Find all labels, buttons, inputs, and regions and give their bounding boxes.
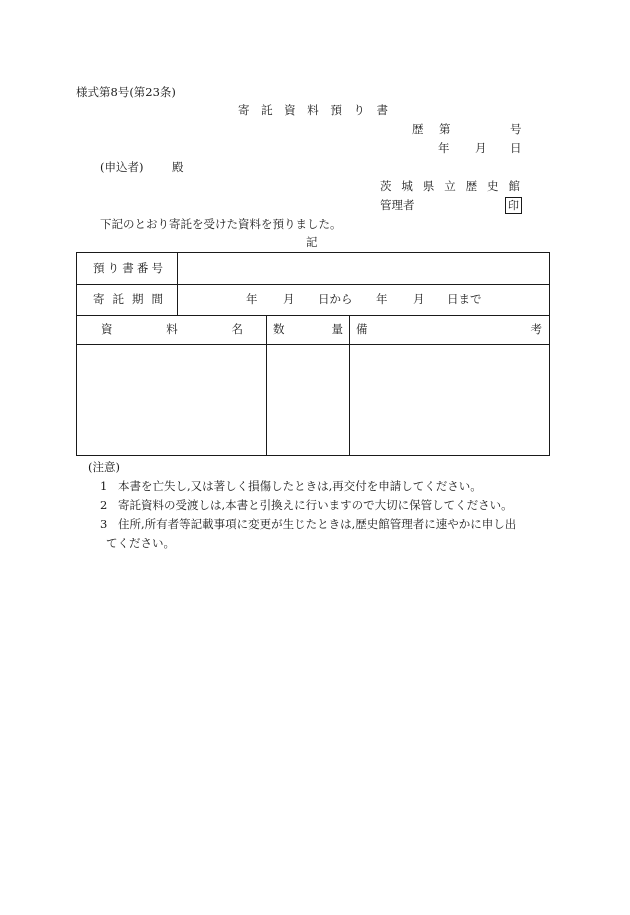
- deposit-table: [76, 252, 550, 456]
- seal-mark: [505, 197, 522, 214]
- ki-mark: 記: [306, 235, 318, 249]
- org-char: 城: [401, 179, 413, 193]
- date-month: 月: [475, 141, 487, 155]
- notes-heading: (注意): [88, 460, 120, 474]
- label-char: 寄: [93, 292, 105, 306]
- period-day-to: 日まで: [447, 292, 482, 306]
- period-month-to: 月: [413, 292, 425, 306]
- title-char: 預: [330, 103, 342, 117]
- period-month-from: 月: [283, 292, 295, 306]
- title-char: 資: [284, 103, 296, 117]
- label-char: 期: [132, 292, 144, 306]
- deposit-period-label: [93, 294, 163, 306]
- manager-label: 管理者: [380, 198, 415, 212]
- issue-go: 号: [510, 122, 522, 136]
- seal-box: 印: [505, 197, 522, 214]
- label-char: 託: [112, 292, 124, 306]
- issuer-org: [380, 181, 520, 193]
- column-divider: [349, 315, 350, 456]
- quantity-header: [273, 324, 343, 336]
- row-divider: [77, 344, 549, 345]
- label-column-divider: [177, 253, 178, 315]
- note-text: 本書を亡失し,又は著しく損傷したときは,再交付を申請してください。: [118, 479, 482, 493]
- header-char: 資: [101, 322, 113, 336]
- org-char: 歴: [465, 179, 478, 193]
- header-char: 備: [356, 322, 368, 336]
- note-text: 住所,所有者等記載事項に変更が生じたときは,歴史館管理者に速やかに申し出: [118, 517, 517, 531]
- applicant-honorific: 殿: [172, 160, 184, 174]
- label-char: 番: [136, 261, 149, 275]
- label-char: 預: [93, 261, 105, 275]
- note-text: 寄託資料の受渡しは,本書と引換えに行いますので大切に保管してください。: [118, 498, 513, 512]
- issue-dai: 第: [439, 122, 451, 136]
- header-char: 量: [331, 322, 343, 336]
- note-text-continuation: てください。: [106, 536, 175, 550]
- title-char: 書: [376, 103, 388, 117]
- org-char: 立: [444, 179, 456, 193]
- title-char: 料: [307, 103, 319, 117]
- org-char: 県: [422, 179, 435, 193]
- label-char: 書: [122, 261, 134, 275]
- header-char: 名: [231, 322, 243, 336]
- label-char: 間: [151, 292, 163, 306]
- row-divider: [77, 284, 549, 285]
- label-char: り: [107, 261, 120, 275]
- period-year-to: 年: [376, 292, 388, 306]
- header-char: 料: [166, 322, 178, 336]
- org-char: 茨: [380, 179, 392, 193]
- date-year: 年: [438, 141, 450, 155]
- label-char: 号: [151, 261, 163, 275]
- issue-prefix: 歴: [412, 122, 424, 136]
- org-char: 館: [508, 179, 520, 193]
- header-char: 数: [273, 322, 285, 336]
- remarks-header: [356, 324, 542, 336]
- receipt-number-label: [93, 263, 163, 275]
- note-number: 1: [100, 479, 108, 493]
- period-year-from: 年: [246, 292, 258, 306]
- column-divider: [266, 315, 267, 456]
- note-number: 2: [100, 498, 108, 512]
- title-char: 寄: [238, 103, 250, 117]
- form-number: 様式第8号(第23条): [76, 85, 176, 99]
- header-char: 考: [530, 322, 542, 336]
- intro-text: 下記のとおり寄託を受けた資料を預りました。: [100, 217, 342, 231]
- title-char: 託: [261, 103, 273, 117]
- document-title: [238, 105, 388, 117]
- title-char: り: [353, 103, 365, 117]
- org-char: 史: [487, 179, 499, 193]
- applicant-label: (申込者): [100, 160, 144, 174]
- material-name-header: [101, 324, 243, 336]
- date-day: 日: [510, 141, 522, 155]
- row-divider: [77, 315, 549, 316]
- note-number: 3: [100, 517, 108, 531]
- period-day-from: 日から: [318, 292, 353, 306]
